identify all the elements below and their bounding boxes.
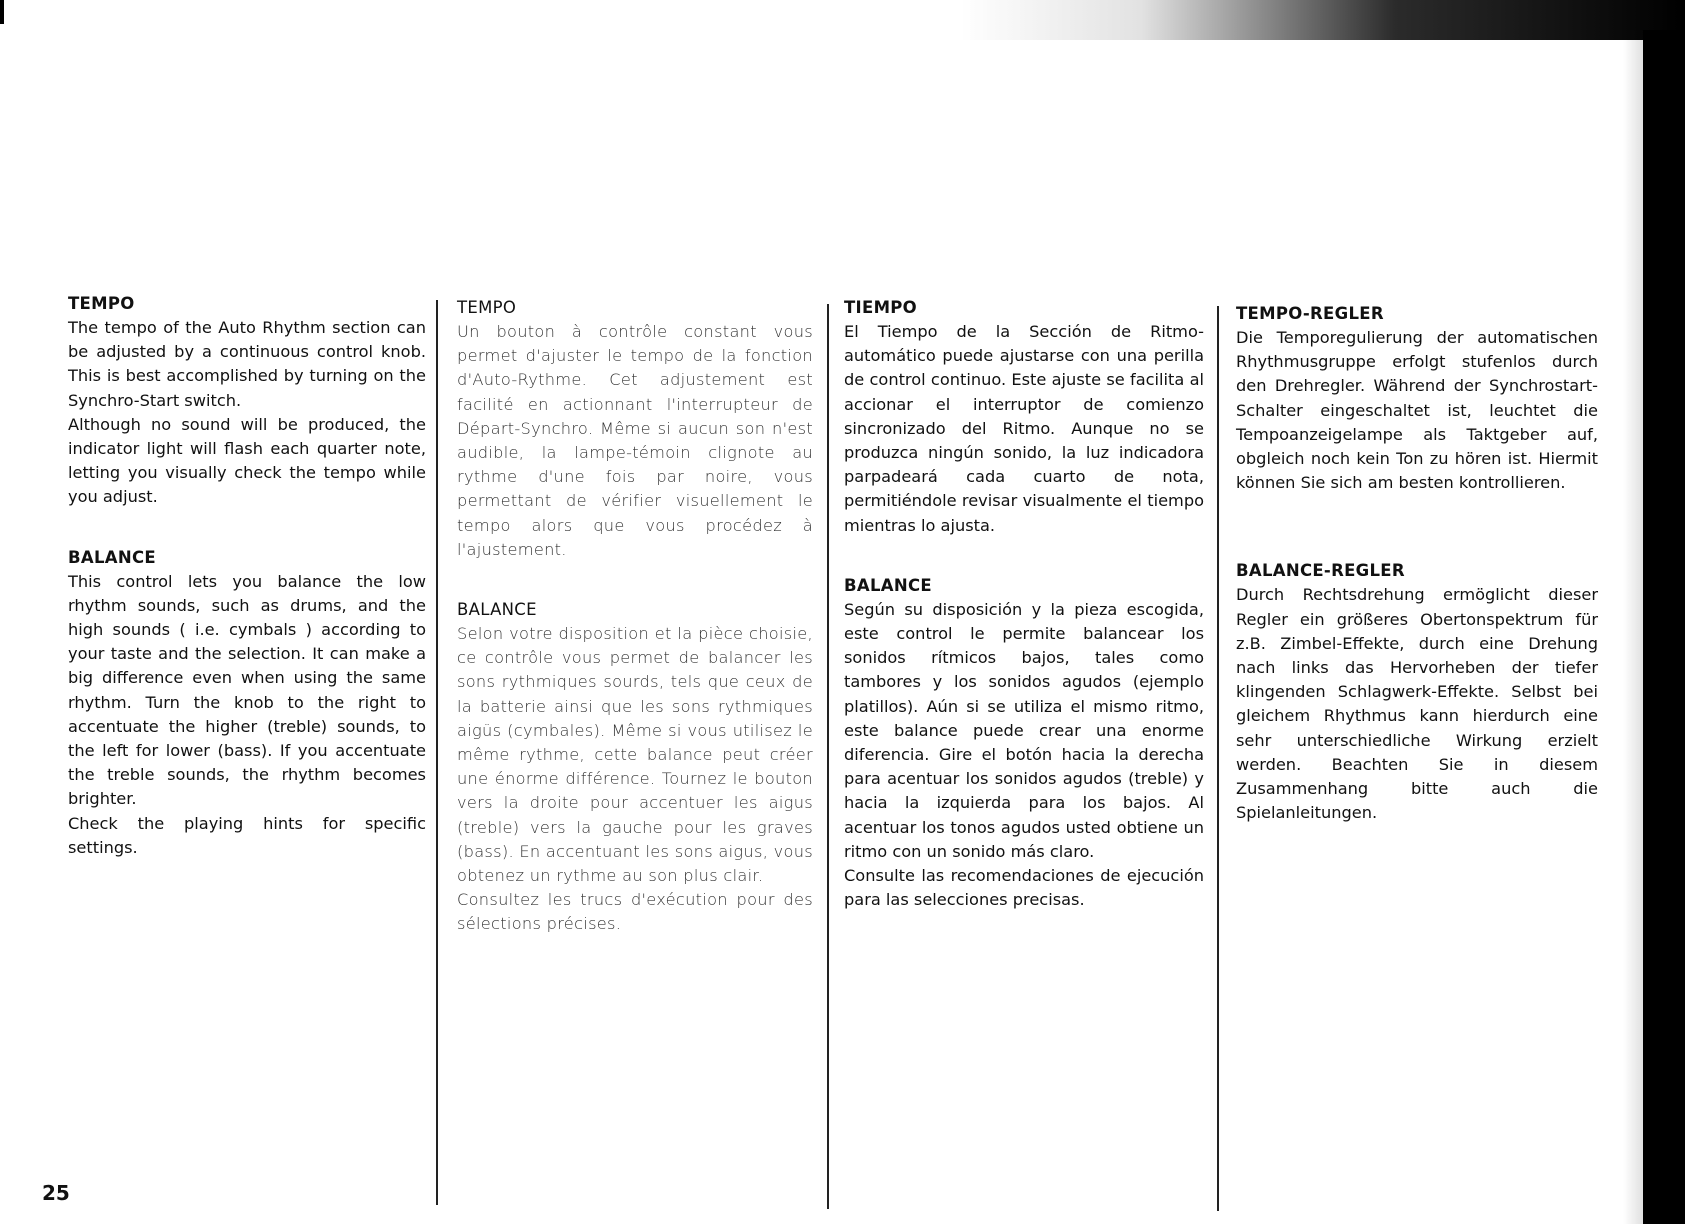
- section-heading: BALANCE: [68, 547, 156, 567]
- paragraph: Selon votre disposition et la pièce choisie, ce contrôle vous permet de balancer les sons rythmiques sourds, tels que ceux de la batterie ainsi que les sons rythmiques aigüs (cymbales). Même si vous utilisez le même rythme, cette balance peut créer une énorme différence. Tournez le bouton vers la droite pour accentuer les aigus (treble) vers la gauche pour les graves (bass). En accentuant les sons aigus, vous obtenez un rythme au son plus clair.: [457, 624, 813, 886]
- paragraph: Check the playing hints for specific settings.: [68, 813, 426, 857]
- scan-shadow-right-fade: [1623, 30, 1643, 1224]
- balance-section: [457, 598, 813, 937]
- paragraph: El Tiempo de la Sección de Ritmo-automático puede ajustarse con una perilla de control continuo. Este ajuste se facilita al accionar el interruptor de comienzo sincronizado del Ritmo. Aunque no se produzca ningún sonido, la luz indicadora parpadeará cada cuarto de nota, permitiéndole revisar visualmente el tiempo mientras lo ajusta.: [844, 322, 1204, 535]
- paragraph: Consulte las recomendaciones de ejecución para las selecciones precisas.: [844, 866, 1204, 910]
- section-heading: TEMPO: [457, 298, 517, 317]
- balance-section: [68, 546, 426, 860]
- section-heading: TIEMPO: [844, 298, 918, 317]
- paragraph: Según su disposición y la pieza escogida, este control le permite balancear los sonidos rítmicos bajos, tales como tambores y los sonidos agudos (ejemplo platillos). Aún si se utiliza el mismo ritmo, este balance puede crear una enorme diferencia. Gire el botón hacia la derecha para acentuar los sonidos agudos (treble) y hacia la izquierda para los bajos. Al acentuar los tonos agudos usted obtiene un ritmo con un sonido más claro.: [844, 599, 1204, 861]
- column-german: [1236, 302, 1598, 825]
- column-english: [68, 292, 426, 860]
- scan-shadow-top: [960, 0, 1685, 40]
- paragraph: Although no sound will be produced, the indicator light will flash each quarter note, letting you visually check the tempo while you adjust.: [68, 414, 426, 507]
- section-heading: BALANCE: [457, 600, 537, 620]
- section-heading: TEMPO: [68, 294, 135, 313]
- section-heading: BALANCE: [844, 575, 932, 595]
- paragraph: Durch Rechtsdrehung ermöglicht dieser Regler ein größeres Obertonspektrum für z.B. Zimbel-Effekte, durch eine Drehung nach links das Hervorheben der tiefer klingenden Schlagwerk-Effekte. Selbst bei gleichem Rhythmus kann hierdurch eine sehr unterschiedliche Wirkung erzielt werden. Beachten Sie in diesem Zusammenhang bitte auch die Spielanleitungen.: [1236, 585, 1598, 823]
- column-spanish: [844, 296, 1204, 912]
- scan-mark-left: [0, 0, 4, 24]
- column-divider: [436, 300, 438, 1205]
- page-number: 25: [42, 1181, 70, 1205]
- tempo-section: [844, 296, 1204, 538]
- section-heading: TEMPO-REGLER: [1236, 304, 1384, 323]
- column-divider: [827, 304, 829, 1209]
- scan-edge-right: [1643, 30, 1685, 1224]
- balance-section: [844, 574, 1204, 913]
- paragraph: This control lets you balance the low rhythm sounds, such as drums, and the high sounds ( i.e. cymbals ) according to your taste and the selection. It can make a big difference even when using the same rhythm. Turn the knob to the right to accentuate the higher (treble) sounds, to the left for lower (bass). If you accentuate the treble sounds, the rhythm becomes brighter.: [68, 571, 426, 809]
- tempo-section: [68, 292, 426, 510]
- paragraph: Un bouton à contrôle constant vous permet d'ajuster le tempo de la fonction d'Auto-Rythme. Cet adjustement est facilité en actionnant l'interrupteur de Départ-Synchro. Même si aucun son n'est audible, la lampe-témoin clignote au rythme d'une fois par noire, vous permettant de vérifier visuellement le tempo alors que vous procédez à l'ajustement.: [457, 322, 813, 559]
- section-heading: BALANCE-REGLER: [1236, 561, 1405, 581]
- paragraph: Die Temporegulierung der automatischen Rhythmusgruppe erfolgt stufenlos durch den Drehregler. Während der Synchrostart-Schalter eingeschaltet ist, leuchtet die Tempoanzeigelampe als Taktgeber auf, obgleich noch kein Ton zu hören ist. Hiermit können Sie sich am besten kontrollieren.: [1236, 328, 1598, 493]
- paragraph: The tempo of the Auto Rhythm section can be adjusted by a continuous control knob. This is best accomplished by turning on the Synchro-Start switch.: [68, 318, 426, 410]
- balance-section: [1236, 559, 1598, 825]
- column-divider: [1217, 306, 1219, 1211]
- tempo-section: [457, 296, 813, 562]
- tempo-section: [1236, 302, 1598, 495]
- paragraph: Consultez les trucs d'exécution pour des sélections précises.: [457, 890, 813, 934]
- column-french: [457, 296, 813, 937]
